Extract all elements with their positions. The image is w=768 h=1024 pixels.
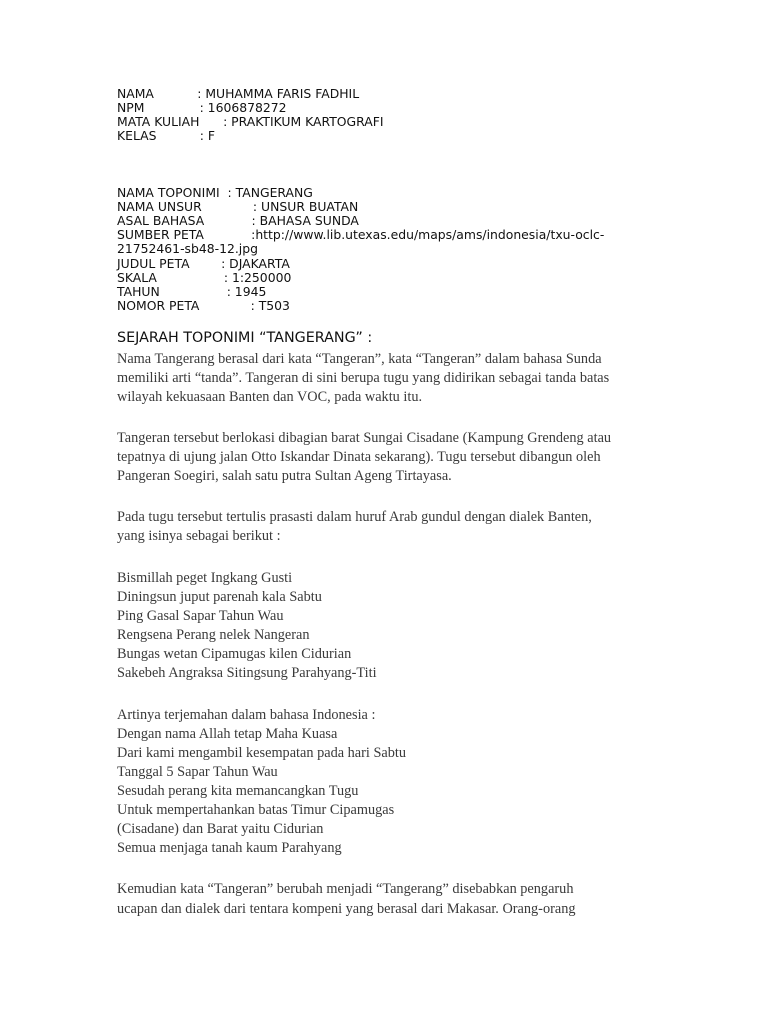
- inscription-line: Diningsun juput parenah kala Sabtu: [117, 589, 322, 605]
- history-heading: SEJARAH TOPONIMI “TANGERANG” :: [117, 330, 373, 346]
- paragraph-line: Nama Tangerang berasal dari kata “Tangeran”, kata “Tangeran” dalam bahasa Sunda: [117, 351, 602, 367]
- map-info-title-line: JUDUL PETA : DJAKARTA: [117, 256, 290, 271]
- paragraph-line: Pada tugu tersebut tertulis prasasti dalam huruf Arab gundul dengan dialek Banten,: [117, 509, 592, 525]
- inscription-line: Ping Gasal Sapar Tahun Wau: [117, 608, 284, 624]
- translation-line: (Cisadane) dan Barat yaitu Cidurian: [117, 821, 324, 837]
- paragraph-line: Kemudian kata “Tangeran” berubah menjadi “Tangerang” disebabkan pengaruh: [117, 881, 574, 897]
- translation-line: Dari kami mengambil kesempatan pada hari Sabtu: [117, 745, 407, 761]
- identity-course-line: MATA KULIAH : PRAKTIKUM KARTOGRAFI: [117, 114, 384, 129]
- paragraph-line: tepatnya di ujung jalan Otto Iskandar Dinata sekarang). Tugu tersebut dibangun oleh: [117, 449, 601, 465]
- inscription-line: Bismillah peget Ingkang Gusti: [117, 570, 293, 586]
- identity-class-line: KELAS : F: [117, 128, 216, 143]
- paragraph-line: ucapan dan dialek dari tentara kompeni yang berasal dari Makasar. Orang-orang: [117, 901, 576, 917]
- translation-line: Artinya terjemahan dalam bahasa Indonesia :: [117, 707, 376, 723]
- map-info-number-line: NOMOR PETA : T503: [117, 298, 290, 313]
- translation-line: Tanggal 5 Sapar Tahun Wau: [117, 764, 278, 780]
- translation-line: Untuk mempertahankan batas Timur Cipamugas: [117, 802, 395, 818]
- translation-line: Semua menjaga tanah kaum Parahyang: [117, 840, 342, 856]
- translation-line: Dengan nama Allah tetap Maha Kuasa: [117, 726, 338, 742]
- map-info-source-cont-line: 21752461-sb48-12.jpg: [117, 241, 258, 256]
- paragraph-line: memiliki arti “tanda”. Tangeran di sini berupa tugu yang didirikan sebagai tanda batas: [117, 370, 610, 386]
- paragraph-line: yang isinya sebagai berikut :: [117, 528, 281, 544]
- identity-name-line: NAMA : MUHAMMA FARIS FADHIL: [117, 86, 360, 101]
- paragraph-line: Pangeran Soegiri, salah satu putra Sultan Ageng Tirtayasa.: [117, 468, 452, 484]
- inscription-line: Sakebeh Angraksa Sitingsung Parahyang-Titi: [117, 665, 377, 681]
- map-info-scale-line: SKALA : 1:250000: [117, 270, 292, 285]
- paragraph-line: Tangeran tersebut berlokasi dibagian barat Sungai Cisadane (Kampung Grendeng atau: [117, 430, 612, 446]
- translation-line: Sesudah perang kita memancangkan Tugu: [117, 783, 359, 799]
- map-info-toponym-line: NAMA TOPONIMI : TANGERANG: [117, 185, 313, 200]
- map-info-language-line: ASAL BAHASA : BAHASA SUNDA: [117, 213, 359, 228]
- map-info-element-line: NAMA UNSUR : UNSUR BUATAN: [117, 199, 359, 214]
- map-info-year-line: TAHUN : 1945: [117, 284, 267, 299]
- map-info-source-line: SUMBER PETA :http://www.lib.utexas.edu/maps/ams/indonesia/txu-oclc-: [117, 227, 605, 242]
- inscription-line: Rengsena Perang nelek Nangeran: [117, 627, 310, 643]
- identity-npm-line: NPM : 1606878272: [117, 100, 287, 115]
- paragraph-line: wilayah kekuasaan Banten dan VOC, pada waktu itu.: [117, 389, 423, 405]
- inscription-line: Bungas wetan Cipamugas kilen Cidurian: [117, 646, 352, 662]
